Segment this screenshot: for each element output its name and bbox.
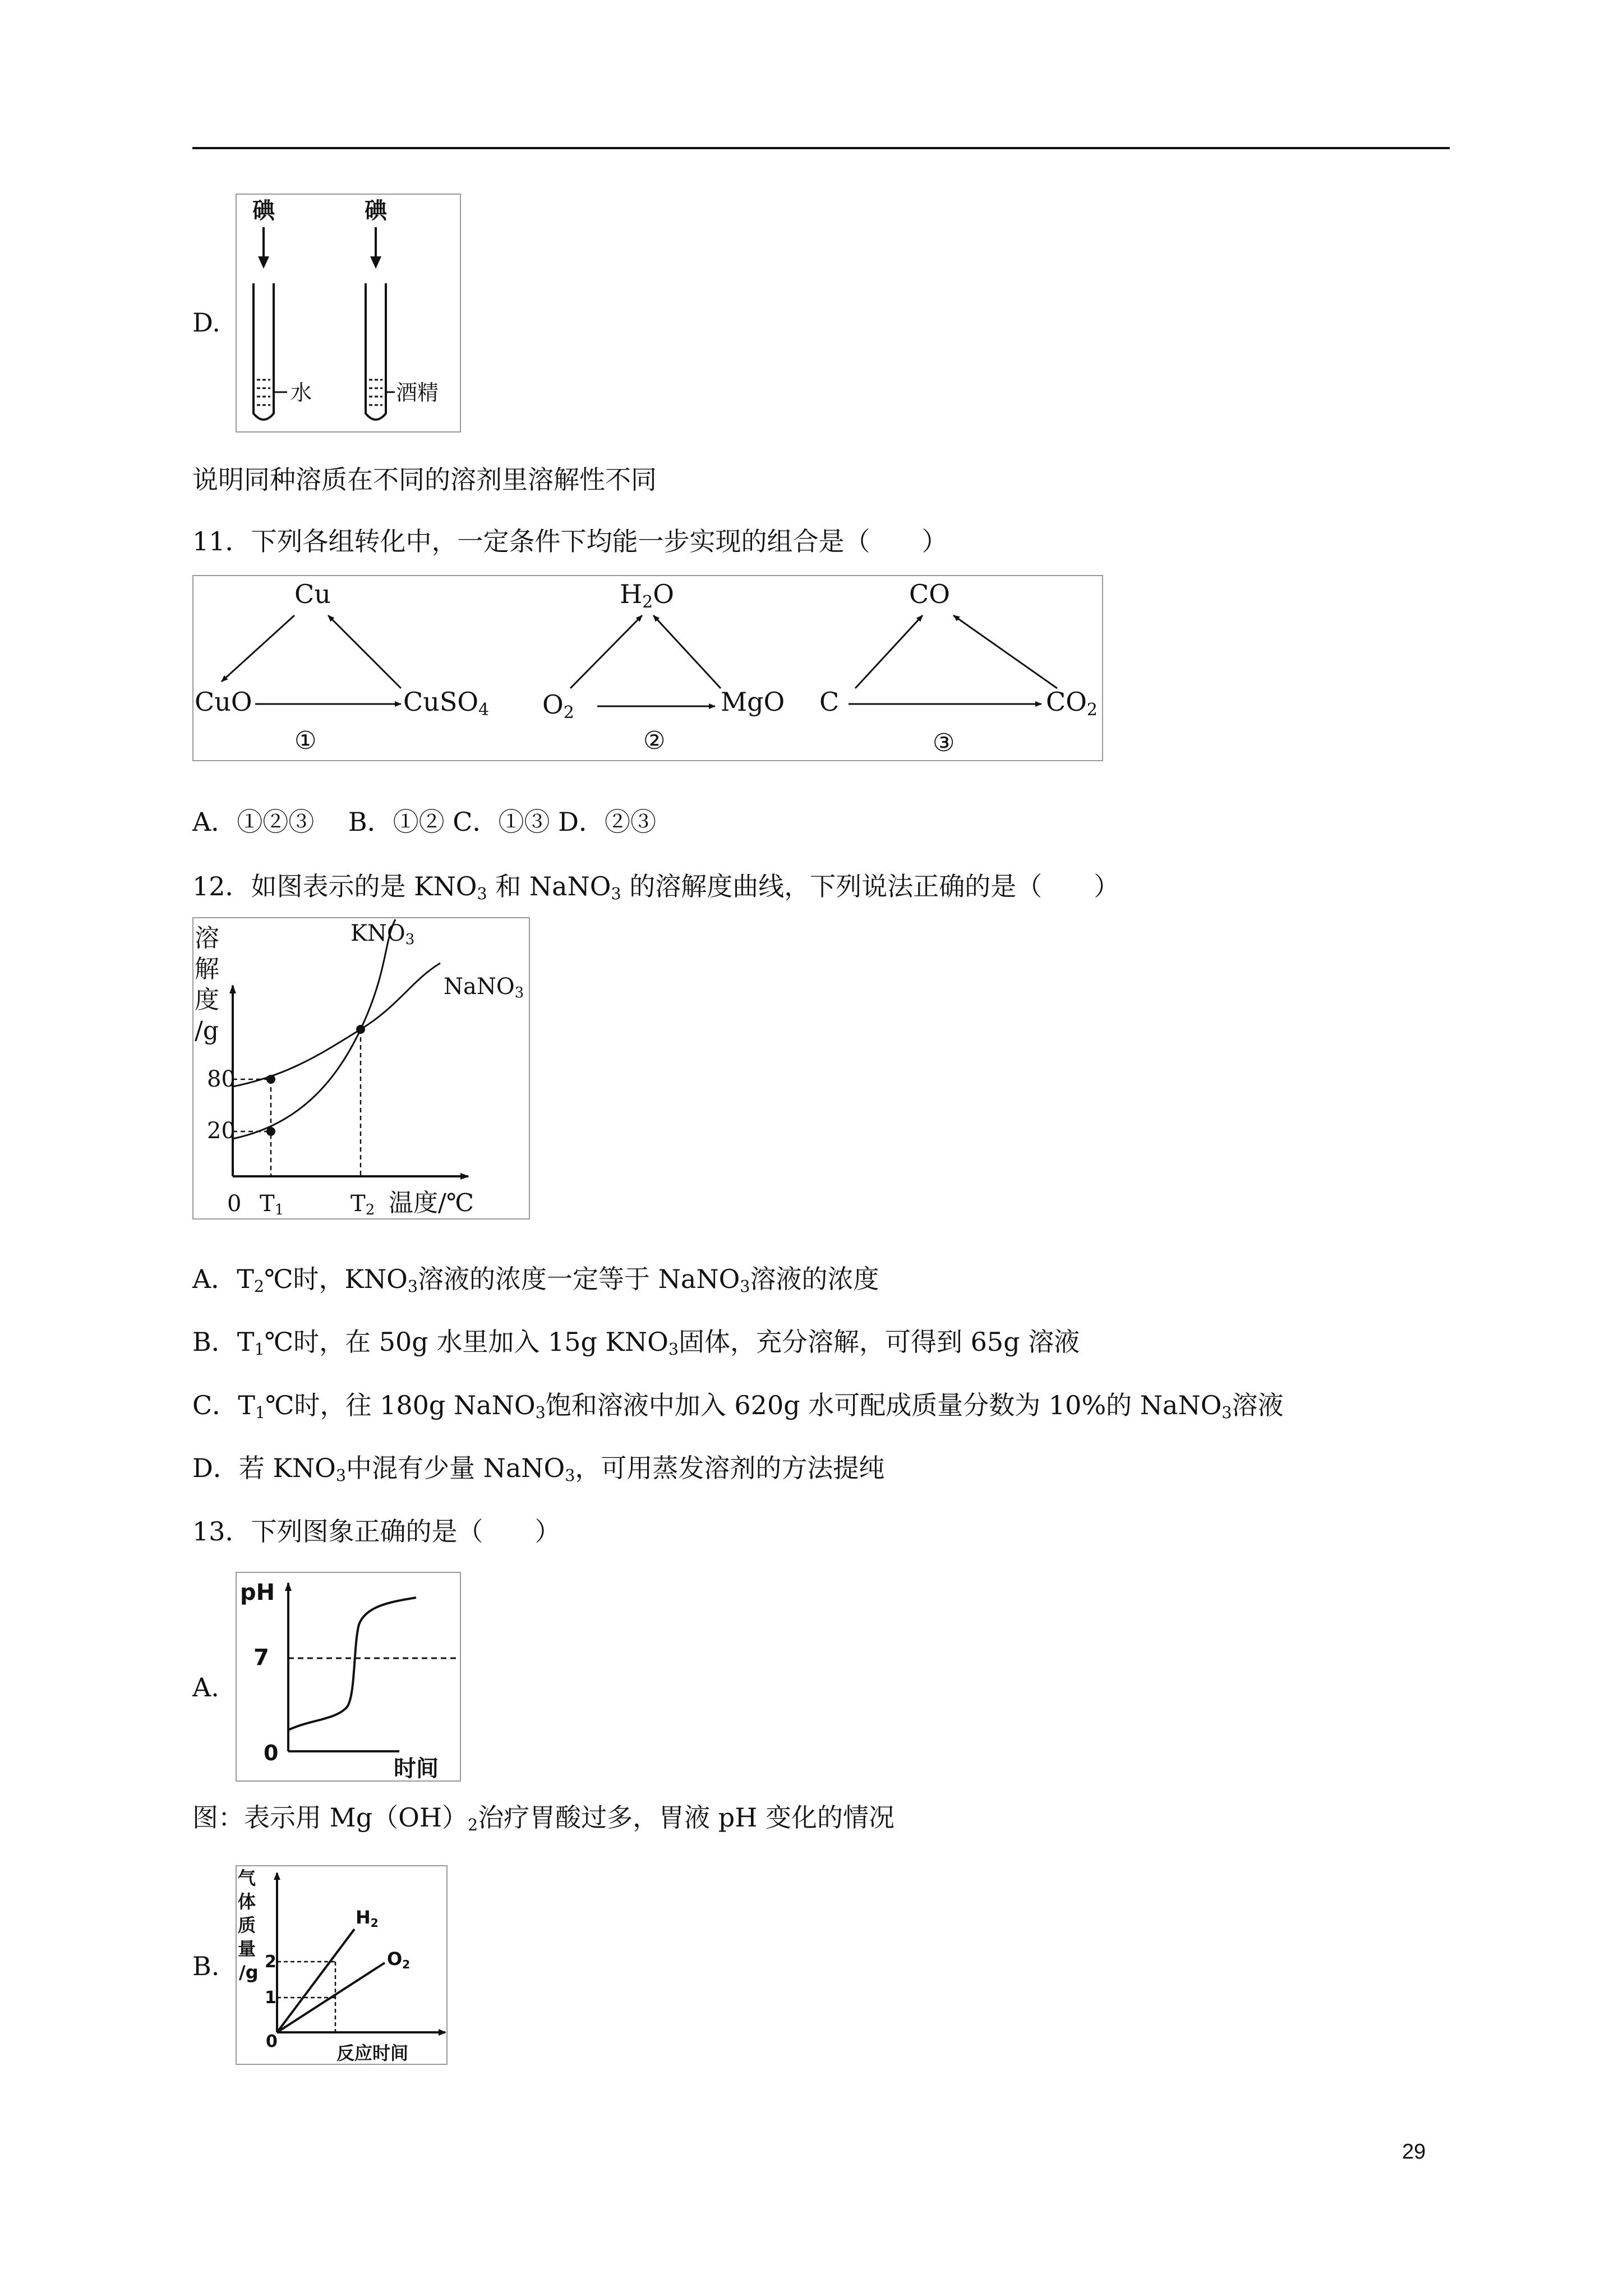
ph-chart [236, 1572, 461, 1782]
q11-stem: 11．下列各组转化中，一定条件下均能一步实现的组合是（ ） [192, 526, 948, 556]
solubility-chart [192, 917, 530, 1220]
svg-text:O2: O2 [542, 689, 574, 723]
header-rule [192, 147, 1450, 149]
svg-text:CuO: CuO [195, 687, 252, 717]
gas-mass-chart [236, 1865, 448, 2065]
x-tick-t2: T2 [351, 1191, 375, 1218]
x-axis-label: 反应时间 [336, 2042, 409, 2064]
y-tick-20: 20 [207, 1118, 236, 1144]
q12-option-a: A．$T_2℃$时，$KNO_3$溶液的浓度一定等于 NaNO$_3$溶液的浓度 [192, 1264, 879, 1296]
y-tick-80: 80 [207, 1066, 236, 1092]
svg-text:MgO: MgO [721, 687, 785, 717]
series-nano3-line [233, 963, 440, 1087]
q13-stem: 13．下列图象正确的是（ ） [192, 1516, 561, 1547]
series-o2-label: O2 [387, 1948, 411, 1971]
svg-text:CO2: CO2 [1046, 687, 1098, 720]
svg-text:③: ③ [933, 729, 955, 757]
point-t1-nano3 [266, 1075, 275, 1084]
svg-text:质: 质 [238, 1915, 256, 1936]
svg-text:CuSO4: CuSO4 [403, 687, 490, 720]
svg-text:体: 体 [238, 1891, 256, 1912]
series-h2-label: H2 [356, 1907, 379, 1930]
svg-text:CO: CO [909, 579, 950, 609]
x-tick-t1: T1 [260, 1191, 284, 1218]
q12-option-d: D．若 $KNO_3$中混有少量 NaNO$_3$，可用蒸发溶剂的方法提纯 [192, 1453, 885, 1485]
series-h2-line [277, 1929, 354, 2032]
svg-text:/g: /g [239, 1962, 259, 1983]
q10-explanation: 说明同种溶质在不同的溶剂里溶解性不同 [192, 464, 657, 495]
q13-option-a-label: A. [192, 1672, 219, 1703]
y-tick-2: 2 [265, 1952, 276, 1972]
reagent-label: 碘 [252, 198, 275, 224]
diagram-1 [195, 579, 489, 755]
option-d-label: D. [192, 307, 220, 338]
svg-text:H2O: H2O [620, 579, 674, 612]
iodine-dissolution-figure [236, 194, 461, 432]
reagent-label: 碘 [365, 198, 387, 224]
y-tick-7: 7 [253, 1645, 269, 1671]
svg-text:气: 气 [238, 1867, 256, 1889]
svg-text:溶: 溶 [195, 924, 219, 953]
svg-text:/g: /g [195, 1016, 219, 1045]
page-number: 29 [1402, 2140, 1426, 2164]
svg-text:解: 解 [195, 955, 219, 983]
q11-options: A．①②③ B．①② C．①③ D．②③ [192, 807, 656, 837]
diagram-2 [542, 579, 785, 755]
x-axis-label: 温度/℃ [389, 1189, 474, 1217]
x-axis-label: 时间 [394, 1756, 439, 1780]
series-kno3-label: KNO3 [351, 921, 415, 948]
y-axis-label [238, 1867, 259, 1983]
series-nano3-label: NaNO3 [444, 974, 524, 1001]
origin-label: 0 [264, 1741, 279, 1765]
svg-text:量: 量 [238, 1938, 256, 1959]
diagram-3 [819, 579, 1098, 757]
q12-option-c: C．$T_1℃$时，往 180g NaNO$_3$饱和溶液中加入 620g 水可配成质量分数为 10%的 NaNO$_3$溶液 [192, 1390, 1284, 1423]
solvent-water-label: 水 [291, 380, 312, 405]
origin-label: 0 [266, 2032, 278, 2051]
q12-option-b: B．$T_1℃$时，在 50g 水里加入 15g $KNO_3$固体，充分溶解，可得到 65g 溶液 [192, 1327, 1080, 1359]
y-tick-1: 1 [265, 1988, 276, 2008]
svg-text:①: ① [294, 726, 317, 755]
svg-text:Cu: Cu [294, 579, 331, 609]
y-axis-label [195, 924, 219, 1045]
ph-curve [288, 1598, 416, 1730]
svg-text:C: C [819, 687, 840, 717]
solvent-alcohol-label: 酒精 [396, 380, 439, 405]
point-t1-kno3 [266, 1127, 275, 1136]
svg-text:②: ② [643, 726, 666, 755]
test-tube [253, 283, 274, 420]
test-tube [366, 283, 386, 420]
point-t2-intersection [356, 1025, 365, 1034]
q12-stem: 12．如图表示的是 $KNO_3$ 和 NaNO$_3$ 的溶解度曲线，下列说法正确的是（ ） [192, 871, 1120, 904]
q13-option-b-label: B. [192, 1951, 220, 1981]
origin-label: 0 [227, 1191, 242, 1217]
q11-transformation-diagrams [192, 575, 1103, 761]
q13-option-a-caption: 图：表示用 $Mg(OH)_2$治疗胃酸过多，胃液 pH 变化的情况 [192, 1802, 895, 1835]
series-kno3-line [233, 919, 395, 1139]
y-axis-label: pH [240, 1580, 275, 1605]
svg-text:度: 度 [195, 986, 219, 1014]
